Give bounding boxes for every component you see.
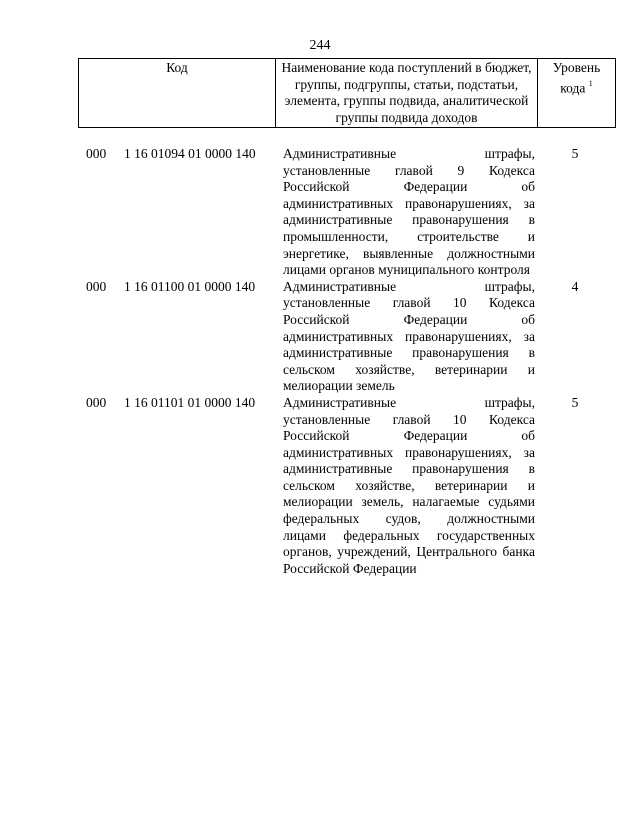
column-header-level bbox=[538, 59, 616, 128]
code-level: 4 bbox=[571, 278, 579, 294]
page-number: 244 bbox=[309, 38, 331, 53]
income-code: 1 16 01094 01 0000 140 bbox=[124, 146, 256, 161]
table-row bbox=[78, 395, 618, 578]
column-header-code: Код bbox=[79, 59, 276, 128]
income-name: Административные штрафы, установленные главой 10 Кодекса Российской Федерации об административных правонарушениях, за административные правонарушения в сельском хозяйстве, ветеринарии и мелиорации земель, налагаемые судьями федеральных судов, должностными лицами федеральных государственных органов, учреждений, Центрального банка Российской Федерации bbox=[283, 394, 535, 576]
code-level: 5 bbox=[571, 146, 579, 161]
income-code: 1 16 01101 01 0000 140 bbox=[124, 394, 256, 410]
income-code: 1 16 01100 01 0000 140 bbox=[124, 278, 256, 294]
income-name: Административные штрафы, установленные главой 10 Кодекса Российской Федерации об административных правонарушениях, за административные правонарушения в сельском хозяйстве, ветеринарии и мелиорации земель bbox=[283, 278, 535, 394]
income-name: Административные штрафы, установленные главой 9 Кодекса Российской Федерации об административных правонарушениях, за административные правонарушения в промышленности, строительстве и энергетике, выявленные должностными лицами органов муниципального контроля bbox=[283, 146, 535, 278]
footnote-marker: 1 bbox=[588, 78, 593, 88]
table-body bbox=[78, 146, 618, 577]
table-row bbox=[78, 146, 618, 279]
admin-code: 000 bbox=[86, 278, 107, 294]
admin-code: 000 bbox=[86, 146, 107, 161]
table-header bbox=[78, 58, 616, 128]
admin-code: 000 bbox=[86, 394, 107, 410]
code-level: 5 bbox=[571, 394, 579, 410]
column-header-name: Наименование кода поступлений в бюджет, группы, подгруппы, статьи, подстатьи, элемента, группы подвида, аналитической группы подвида доходов bbox=[276, 59, 538, 128]
table-row bbox=[78, 279, 618, 395]
column-header-level-label: Уровень кода bbox=[552, 60, 601, 95]
